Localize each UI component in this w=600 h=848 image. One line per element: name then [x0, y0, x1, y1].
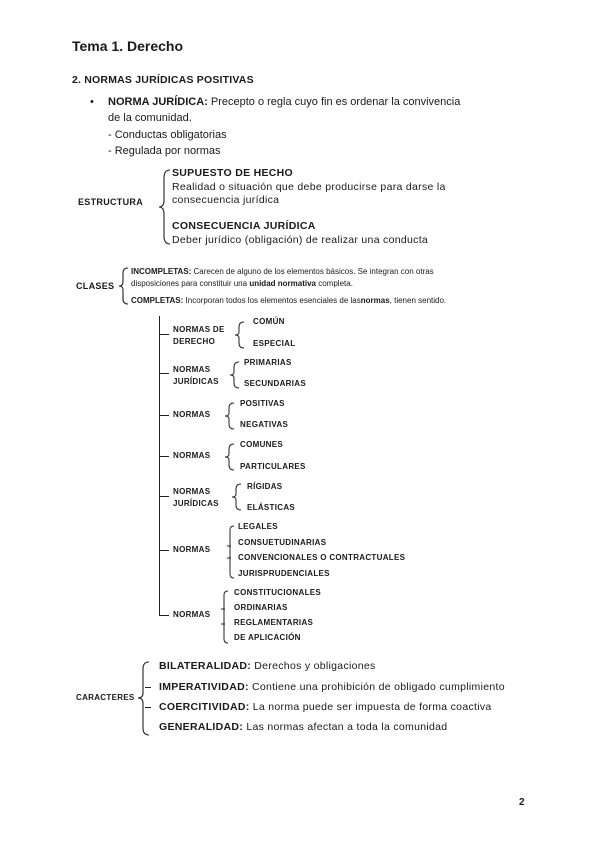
group-label: NORMAS [173, 545, 211, 554]
caracter-item [159, 721, 447, 733]
group-label: NORMAS [173, 610, 211, 619]
caracter-text: Contiene una prohibición de obligado cumplimiento [251, 681, 505, 693]
section-heading: 2. NORMAS JURÍDICAS POSITIVAS [72, 74, 254, 86]
caracter-text: Las normas afectan a toda la comunidad [246, 721, 448, 733]
incompletas-line [131, 267, 434, 276]
caracteres-tick-line [145, 707, 151, 708]
group-brace-icon [234, 321, 246, 349]
clases-brace-icon [118, 266, 130, 306]
group-item: CONSUETUDINARIAS [238, 538, 327, 547]
group-item: PRIMARIAS [244, 358, 292, 367]
group-item: LEGALES [238, 522, 278, 531]
tree-branch-line [159, 334, 169, 335]
incompletas-highlight: unidad normativa [249, 279, 316, 288]
group-item: ELÁSTICAS [247, 503, 296, 512]
group-label: NORMAS [173, 451, 211, 460]
tree-branch-line [159, 415, 169, 416]
clases-label: CLASES [76, 281, 115, 291]
completas-text: , tienen sentido. [389, 296, 447, 305]
group-brace-icon [224, 443, 236, 471]
caracter-term: BILATERALIDAD: [159, 660, 252, 672]
group-label: NORMAS DE DERECHO [173, 325, 225, 346]
group-brace-icon [229, 361, 241, 389]
estructura-brace-icon [158, 168, 172, 246]
caracter-item [159, 681, 505, 693]
group-label: NORMAS JURÍDICAS [173, 365, 219, 386]
group-item: CONSTITUCIONALES [234, 588, 322, 597]
caracter-term: COERCITIVIDAD: [159, 701, 250, 713]
supuesto-text: Realidad o situación que debe producirse para darse la [172, 181, 446, 193]
norma-definition: Precepto o regla cuyo fin es ordenar la convivencia [210, 96, 461, 108]
tree-branch-line [159, 615, 169, 616]
group-item: COMÚN [253, 317, 285, 326]
consecuencia-text: Deber jurídico (obligación) de realizar una conducta [172, 234, 429, 246]
caracter-item [159, 660, 376, 672]
group-bracket-icon [220, 589, 230, 645]
group-item: POSITIVAS [240, 399, 285, 408]
supuesto-title: SUPUESTO DE HECHO [172, 167, 294, 179]
caracter-term: IMPERATIVIDAD: [159, 681, 249, 693]
group-item: RÍGIDAS [247, 482, 283, 491]
group-item: JURISPRUDENCIALES [238, 569, 330, 578]
group-bracket-icon [226, 524, 236, 580]
tree-branch-line [159, 373, 169, 374]
incompletas-line-2 [131, 279, 353, 288]
caracteres-brace-icon [137, 660, 151, 738]
incompletas-text: disposiciones para constituir una [131, 279, 248, 288]
estructura-label: ESTRUCTURA [78, 197, 143, 207]
completas-text: Incorporan todos los elementos esenciales de las [185, 296, 361, 305]
supuesto-text: consecuencia jurídica [172, 194, 280, 206]
group-brace-icon [224, 402, 236, 430]
group-item: DE APLICACIÓN [234, 633, 301, 642]
tree-branch-line [159, 550, 169, 551]
norma-point: - Conductas obligatorias [108, 129, 227, 141]
page-number: 2 [519, 797, 525, 808]
group-item: ORDINARIAS [234, 603, 288, 612]
norma-definition-cont: de la comunidad. [108, 112, 192, 124]
completas-line [131, 296, 446, 305]
group-item: CONVENCIONALES O CONTRACTUALES [238, 553, 406, 562]
caracter-item [159, 701, 492, 713]
group-brace-icon [231, 483, 243, 511]
group-item: SECUNDARIAS [244, 379, 306, 388]
caracter-text: Derechos y obligaciones [254, 660, 376, 672]
completas-term: COMPLETAS: [131, 296, 184, 305]
group-item: NEGATIVAS [240, 420, 289, 429]
norma-term: NORMA JURÍDICA: [108, 96, 208, 108]
incompletas-term: INCOMPLETAS: [131, 267, 192, 276]
group-label: NORMAS JURÍDICAS [173, 487, 219, 508]
tree-trunk-line [159, 316, 160, 616]
group-label: NORMAS [173, 410, 211, 419]
group-item: REGLAMENTARIAS [234, 618, 314, 627]
caracteres-label: CARACTERES [76, 693, 135, 702]
incompletas-text: Carecen de alguno de los elementos básicos. Se integran con otras [193, 267, 434, 276]
group-item: COMUNES [240, 440, 283, 449]
bullet-icon: • [90, 96, 94, 108]
caracter-text: La norma puede ser impuesta de forma coactiva [252, 701, 492, 713]
consecuencia-title: CONSECUENCIA JURÍDICA [172, 220, 316, 232]
norma-point: - Regulada por normas [108, 145, 221, 157]
page-title: Tema 1. Derecho [72, 38, 184, 54]
tree-branch-line [159, 456, 169, 457]
incompletas-text: completa. [318, 279, 353, 288]
norma-definition-line [108, 96, 460, 108]
caracter-term: GENERALIDAD: [159, 721, 244, 733]
group-item: PARTICULARES [240, 462, 306, 471]
group-item: ESPECIAL [253, 339, 296, 348]
tree-branch-line [159, 496, 169, 497]
caracteres-tick-line [145, 687, 151, 688]
completas-highlight: normas [360, 296, 390, 305]
